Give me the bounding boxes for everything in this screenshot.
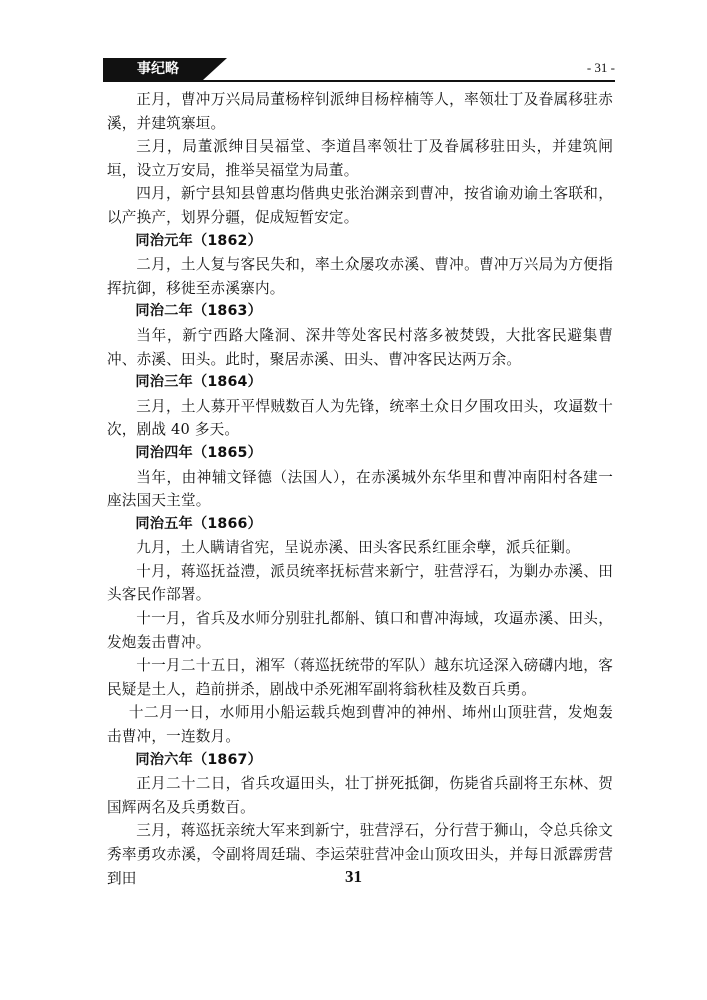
year-heading: 同治五年（1866） [135,515,263,532]
header-page-label: - 31 - [586,60,615,75]
paragraph: 三月，土人募开平悍贼数百人为先锋，统率土众日夕围攻田头，攻逼数十次，剧战 40 多天。 [107,397,613,439]
paragraph: 正月二十二日，省兵攻逼田头，壮丁拼死抵御，伤毙省兵副将王东林、贺国辉两名及兵勇数百。 [107,775,613,816]
year-heading: 同治六年（1867） [135,751,263,768]
paragraph: 十月，蒋巡抚益澧，派员统率抚标营来新宁，驻营浮石，为剿办赤溪、田头客民作部署。 [107,562,613,604]
paragraph: 十二月一日，水师用小船运载兵炮到曹冲的神州、㘵州山顶驻营，发炮轰击曹冲，一连数月。 [107,704,613,746]
year-heading: 同治四年（1865） [135,444,263,461]
year-heading: 同治元年（1862） [135,232,263,249]
paragraph: 九月，土人瞒请省宪，呈说赤溪、田头客民系红匪余孽，派兵征剿。 [136,539,581,557]
paragraph: 三月，局董派绅目吴福堂、李道昌率领壮丁及眷属移驻田头，并建筑闸垣，设立万安局，推举吴福堂为局董。 [107,138,613,179]
running-header [103,56,615,82]
paragraph: 三月，蒋巡抚亲统大军来到新宁，驻营浮石，分行营于狮山，令总兵徐文秀率勇攻赤溪，令副将周廷瑞、李运荣驻营冲金山顶攻田头，并每日派霹雳营到田 [107,822,613,887]
header-rule [103,80,615,82]
section-title: 事纪略 [103,58,203,80]
body-text [107,88,613,890]
paragraph: 十一月，省兵及水师分别驻扎都斛、镇口和曹冲海域，攻逼赤溪、田头，发炮轰击曹冲。 [107,610,613,651]
paragraph: 正月，曹冲万兴局局董杨梓钊派绅目杨梓楠等人，率领壮丁及眷属移驻赤溪，并建筑寨垣。 [107,91,613,132]
paragraph: 十一月二十五日，湘军（蒋巡抚统带的军队）越东坑迳深入磅礴内地，客民疑是土人，趋前拼杀，剧战中杀死湘军副将翁秋桂及数百兵勇。 [107,657,613,698]
header-tab-slant [203,58,227,80]
year-heading: 同治二年（1863） [135,303,263,320]
paragraph: 当年，新宁西路大隆洞、深井等处客民村落多被焚毁，大批客民避集曹冲、赤溪、田头。此时，聚居赤溪、田头、曹冲客民达两万余。 [107,326,613,368]
year-heading: 同治三年（1864） [135,374,263,391]
page-number: 31 [345,867,362,886]
paragraph: 四月，新宁县知县曾惠均偕典史张治渊亲到曹冲，按省谕劝谕土客联和，以产换产，划界分疆，促成短暂安定。 [107,185,613,226]
paragraph: 当年，由神辅文铎德（法国人），在赤溪城外东华里和曹冲南阳村各建一座法国天主堂。 [107,468,613,510]
paragraph: 二月，土人复与客民失和，率土众屡攻赤溪、曹冲。曹冲万兴局为方便指挥抗御，移徙至赤溪寨内。 [107,256,613,297]
